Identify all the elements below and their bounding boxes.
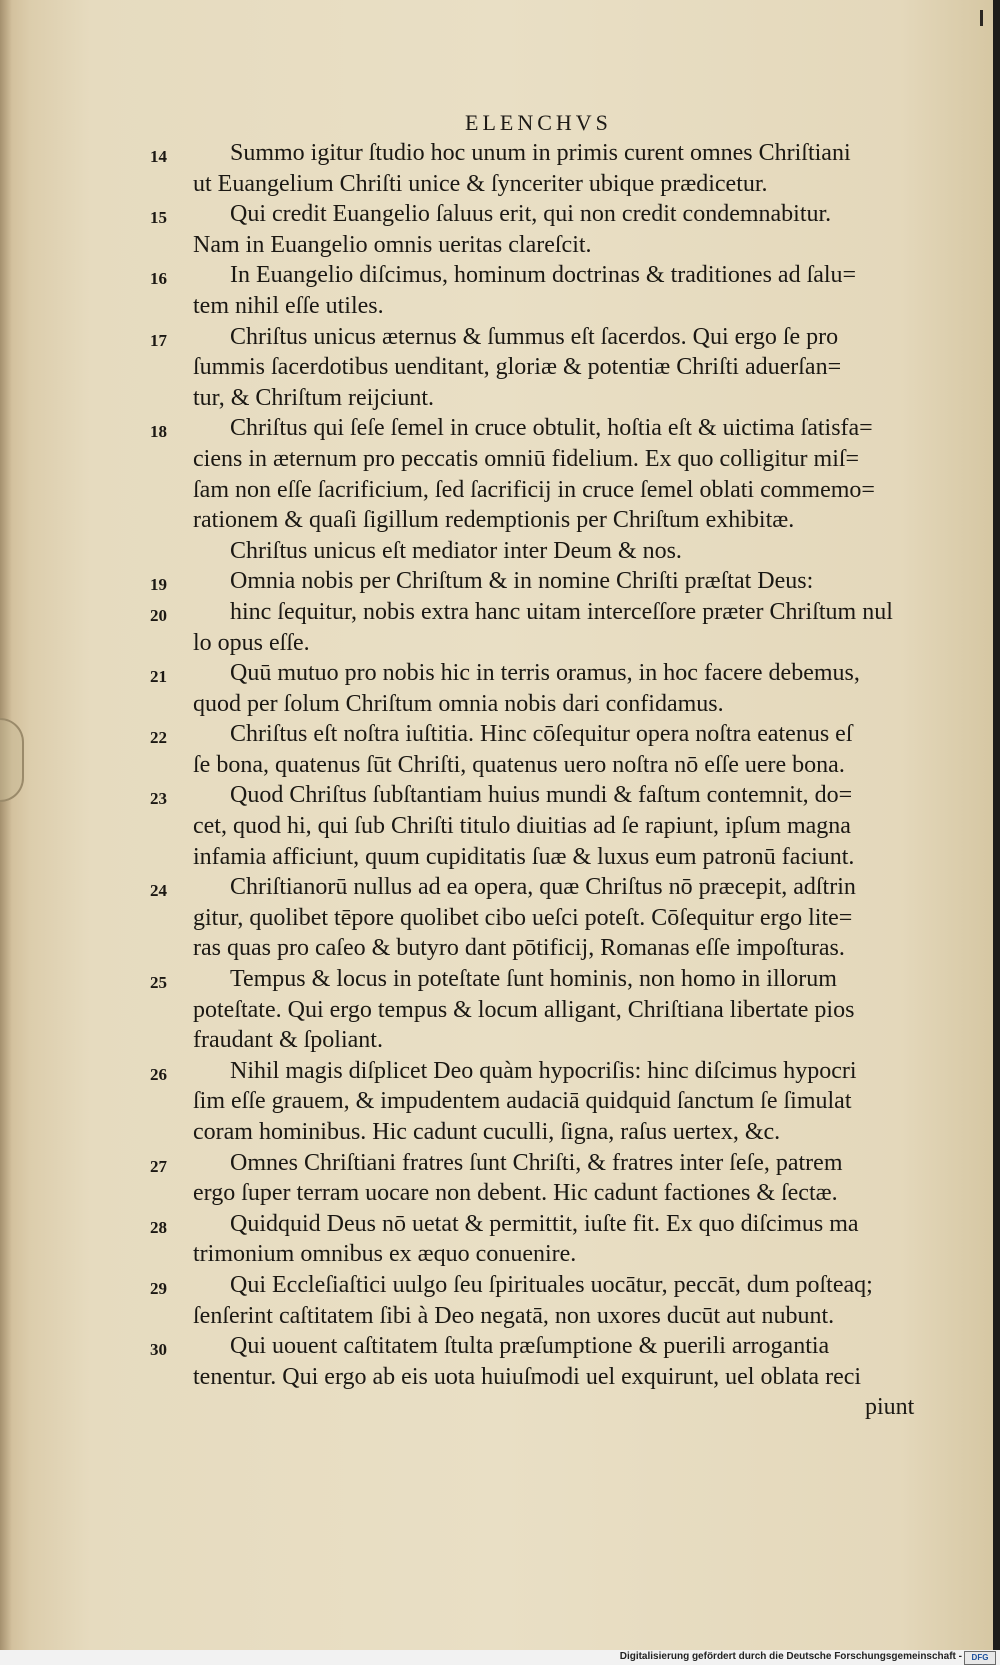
thesis-line: Qui Eccleſiaſtici uulgo ſeu ſpirituales uocātur, peccāt, dum poſteaq;	[230, 1271, 873, 1298]
thesis-entry	[150, 138, 940, 199]
thesis-line: quod per ſolum Chriſtum omnia nobis dari confidamus.	[193, 690, 724, 717]
thesis-line: ut Euangelium Chriſti unice & ſynceriter ubique prædicetur.	[193, 170, 768, 197]
thesis-entry	[150, 566, 940, 597]
thesis-entry	[150, 658, 940, 719]
thesis-entry	[150, 260, 940, 321]
footer-credit: Digitalisierung gefördert durch die Deutsche Forschungsgemeinschaft -	[619, 1651, 962, 1662]
thesis-number: 29	[150, 1278, 167, 1298]
thesis-entry	[150, 1270, 940, 1331]
thesis-line: Nihil magis diſplicet Deo quàm hypocriſis: hinc diſcimus hypocri	[230, 1057, 857, 1084]
thesis-number: 28	[150, 1217, 167, 1237]
dfg-logo-icon: DFG	[964, 1651, 996, 1665]
thesis-line: Chriſtus eſt noſtra iuſtitia. Hinc cōſequitur opera noſtra eatenus eſ	[230, 721, 853, 748]
thesis-line: fraudant & ſpoliant.	[193, 1027, 383, 1054]
thesis-number: 30	[150, 1340, 167, 1360]
thesis-entry	[150, 413, 940, 535]
thesis-line: tem nihil eſſe utiles.	[193, 292, 384, 319]
thesis-line: Quū mutuo pro nobis hic in terris oramus, in hoc facere debemus,	[230, 660, 860, 687]
page-edge-tab	[0, 718, 24, 802]
thesis-line: Qui uouent caſtitatem ſtulta præſumptione & puerili arrogantia	[230, 1333, 830, 1360]
corner-mark	[980, 10, 983, 26]
thesis-entry	[150, 199, 940, 260]
thesis-number: 17	[150, 330, 167, 350]
thesis-line: Chriſtianorū nullus ad ea opera, quæ Chriſtus nō præcepit, adſtrin	[230, 874, 856, 901]
thesis-line: poteſtate. Qui ergo tempus & locum alligant, Chriſtiana libertate pios	[193, 996, 855, 1023]
thesis-number: 27	[150, 1156, 167, 1176]
thesis-line: trimonium omnibus ex æquo conuenire.	[193, 1241, 577, 1268]
thesis-number: 16	[150, 269, 167, 289]
catchword: piunt	[865, 1394, 915, 1421]
thesis-line: Chriſtus unicus æternus & ſummus eſt ſacerdos. Qui ergo ſe pro	[230, 323, 839, 350]
thesis-line: ras quas pro caſeo & butyro dant pōtificij, Romanas eſſe impoſturas.	[193, 935, 845, 962]
thesis-line: Nam in Euangelio omnis ueritas clareſcit.	[193, 231, 592, 258]
thesis-number: 24	[150, 881, 167, 901]
thesis-line: tur, & Chriſtum reijciunt.	[193, 384, 435, 411]
thesis-line: Quod Chriſtus ſubſtantiam huius mundi & faſtum contemnit, do=	[230, 782, 853, 809]
thesis-number: 20	[150, 605, 167, 625]
thesis-line: ſenſerint caſtitatem ſibi à Deo negatā, non uxores ducūt aut nubunt.	[193, 1302, 835, 1329]
text-block	[150, 138, 940, 1423]
thesis-line: ſummis ſacerdotibus uenditant, gloriæ & potentiæ Chriſti aduerſan=	[193, 354, 842, 381]
thesis-line: coram hominibus. Hic cadunt cuculli, ſigna, raſus uertex, &c.	[193, 1119, 781, 1145]
thesis-number: 22	[150, 728, 167, 748]
thesis-number: 18	[150, 422, 167, 442]
thesis-line: ergo ſuper terram uocare non debent. Hic cadunt factiones & ſectæ.	[193, 1180, 838, 1207]
thesis-entry	[150, 597, 940, 658]
thesis-number: 23	[150, 789, 167, 809]
thesis-line: Chriſtus qui ſeſe ſemel in cruce obtulit, hoſtia eſt & uictima ſatisfa=	[230, 415, 873, 442]
thesis-entry	[150, 872, 940, 964]
thesis-line: ſim eſſe grauem, & impudentem audaciā quidquid ſanctum ſe ſimulat	[193, 1088, 852, 1115]
thesis-line: ciens in æternum pro peccatis omniū fidelium. Ex quo colligitur miſ=	[193, 445, 860, 472]
thesis-entry	[150, 1209, 940, 1270]
thesis-number: 25	[150, 973, 167, 993]
thesis-line: ſam non eſſe ſacrificium, ſed ſacrificij in cruce ſemel oblati commemo=	[193, 476, 875, 503]
running-title: ELENCHVS	[465, 110, 612, 135]
thesis-number: 14	[150, 147, 167, 166]
thesis-line: infamia afficiunt, quum cupiditatis ſuæ & luxus eum patronū faciunt.	[193, 843, 855, 870]
thesis-line: hinc ſequitur, nobis extra hanc uitam interceſſore præter Chriſtum nul	[230, 598, 893, 625]
thesis-number: 26	[150, 1064, 167, 1084]
thesis-number: 15	[150, 208, 167, 228]
thesis-entry	[150, 964, 940, 1056]
thesis-entry	[150, 1331, 940, 1392]
thesis-line: ſe bona, quatenus ſūt Chriſti, quatenus uero noſtra nō eſſe uere bona.	[193, 751, 845, 778]
thesis-number: 21	[150, 667, 167, 687]
thesis-line: Omnia nobis per Chriſtum & in nomine Chriſti præſtat Deus:	[230, 568, 814, 595]
thesis-line: Qui credit Euangelio ſaluus erit, qui non credit condemnabitur.	[230, 201, 832, 228]
gutter-shadow	[0, 0, 12, 1650]
thesis-line: In Euangelio diſcimus, hominum doctrinas & traditiones ad ſalu=	[230, 262, 857, 289]
thesis-number: 19	[150, 575, 167, 595]
thesis-line: Summo igitur ſtudio hoc unum in primis curent omnes Chriſtiani	[230, 140, 851, 166]
thesis-line: cet, quod hi, qui ſub Chriſti titulo diuitias ad ſe rapiunt, ipſum magna	[193, 813, 851, 840]
thesis-entry	[150, 1056, 940, 1148]
footer-bar	[0, 1650, 1000, 1665]
thesis-line: rationem & quaſi ſigillum redemptionis per Chriſtum exhibitæ.	[193, 507, 795, 534]
thesis-line: tenentur. Qui ergo ab eis uota huiuſmodi uel exquirunt, uel oblata reci	[193, 1363, 862, 1390]
thesis-line: Tempus & locus in poteſtate ſunt hominis, non homo in illorum	[230, 966, 837, 993]
thesis-entry	[150, 536, 940, 567]
thesis-line: lo opus eſſe.	[193, 629, 310, 656]
thesis-line: Omnes Chriſtiani fratres ſunt Chriſti, & fratres inter ſeſe, patrem	[230, 1149, 843, 1176]
thesis-entry	[150, 322, 940, 414]
thesis-line: gitur, quolibet tēpore quolibet cibo ueſci poteſt. Cōſequitur ergo lite=	[193, 904, 853, 931]
thesis-entry	[150, 1148, 940, 1209]
thesis-entry	[150, 719, 940, 780]
thesis-line: Quidquid Deus nō uetat & permittit, iuſte fit. Ex quo diſcimus ma	[230, 1210, 859, 1237]
thesis-line: Chriſtus unicus eſt mediator inter Deum & nos.	[230, 537, 682, 564]
thesis-entry	[150, 780, 940, 872]
